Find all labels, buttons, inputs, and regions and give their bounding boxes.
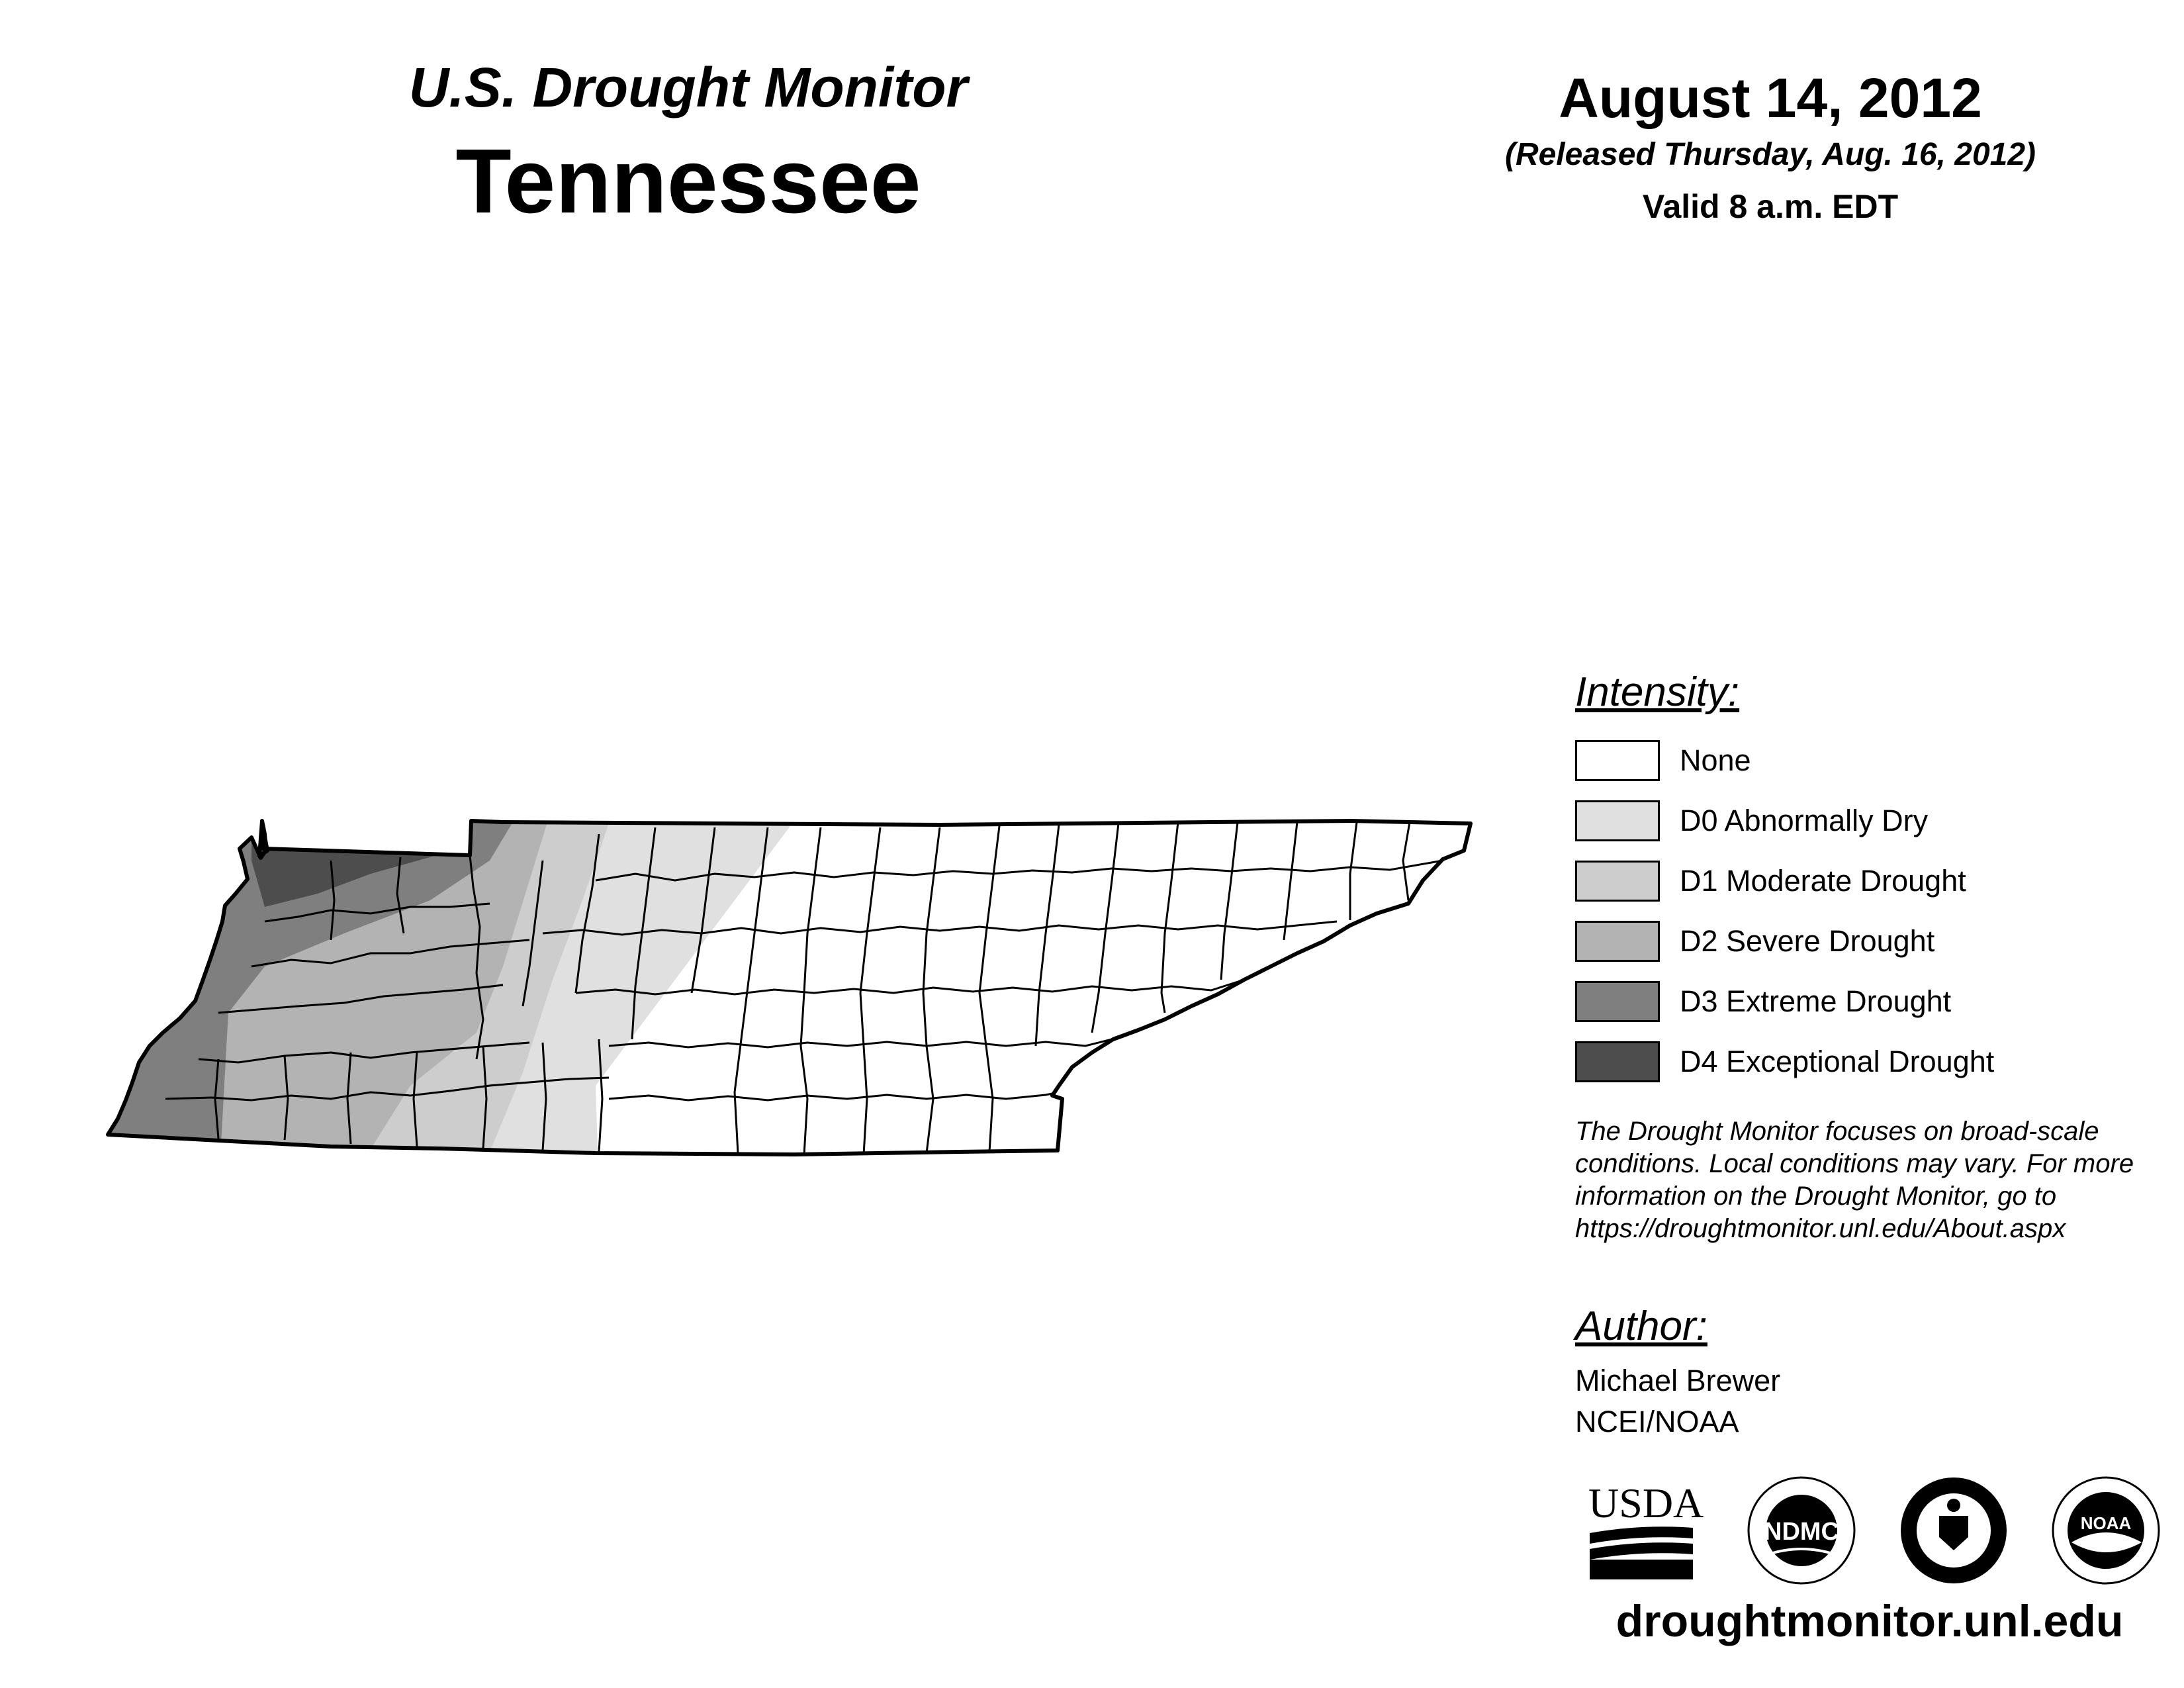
legend-item-d2 [1575,911,2171,971]
author-heading: Author: [1575,1303,1707,1349]
legend-label: D2 Severe Drought [1680,923,1935,958]
legend-label: D0 Abnormally Dry [1680,803,1929,837]
legend-swatch [1575,981,1660,1022]
legend-title: Intensity: [1575,669,1740,715]
author-organization: NCEI/NOAA [1575,1405,1739,1438]
website-url[interactable]: droughtmonitor.unl.edu [1615,1596,2124,1646]
legend-swatch [1575,861,1660,902]
legend-item-d1 [1575,851,2171,911]
noaa-logo-text: NOAA [2080,1513,2132,1533]
legend-label: D3 Extreme Drought [1680,984,1952,1018]
legend-swatch [1575,800,1660,841]
usda-logo-text: USDA [1588,1479,1704,1526]
usda-logo [1588,1479,1704,1579]
legend-swatch [1575,740,1660,781]
legend-item-d0 [1575,790,2171,851]
drought-map [0,0,1522,1192]
legend-label: None [1680,743,1751,777]
legend-label: D4 Exceptional Drought [1680,1044,1995,1078]
legend-item-d3 [1575,971,2171,1031]
valid-time: Valid 8 a.m. EDT [1642,188,1899,225]
legend-item-d4 [1575,1031,2171,1092]
state-title: Tennessee [455,130,921,232]
map-date: August 14, 2012 [1559,67,1982,129]
legend-swatch [1575,921,1660,962]
release-date: (Released Thursday, Aug. 16, 2012) [1504,137,2036,172]
legend [1575,669,2171,1092]
author-name: Michael Brewer [1575,1364,1781,1397]
agency-logos [1588,1476,2171,1589]
legend-label: D1 Moderate Drought [1680,863,1966,898]
map-heading: U.S. Drought Monitor [408,56,968,118]
legend-item-none [1575,730,2171,790]
disclaimer-note: The Drought Monitor focuses on broad-scale conditions. Local conditions may vary. For more information on the Drought Monitor, go to https://droughtmonitor.unl.edu/About.aspx [1575,1117,2134,1243]
legend-swatch [1575,1041,1660,1082]
ndmc-logo-text: NDMC [1764,1518,1839,1546]
